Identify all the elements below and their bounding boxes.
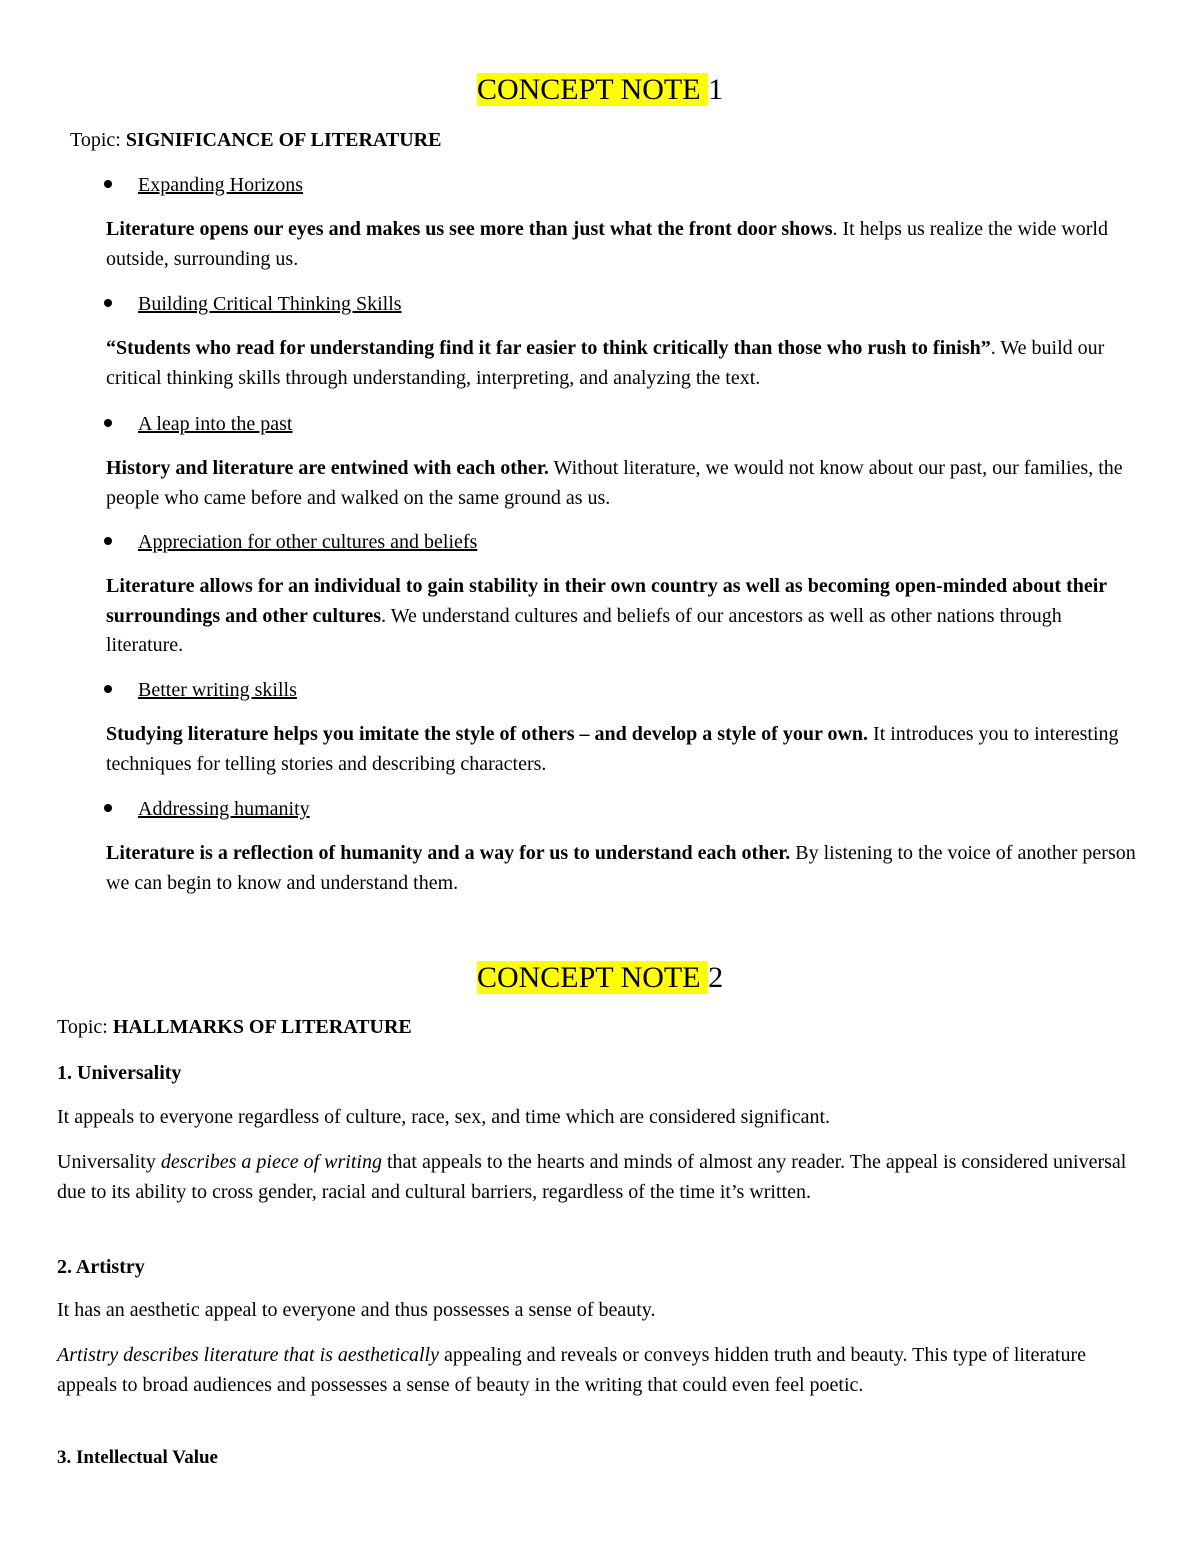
paragraph-universality-2	[57, 1148, 1137, 1207]
body-text: . It helps us realize the wide world outside, surrounding us.	[106, 218, 1108, 270]
bold-lead: Studying literature helps you imitate the style of others – and develop a style of your own.	[106, 723, 869, 745]
bullet-label: Building Critical Thinking Skills	[138, 293, 402, 315]
heading-number: 1	[708, 73, 724, 106]
bullet-appreciation-cultures	[104, 530, 477, 554]
heading-highlight: CONCEPT NOTE	[476, 961, 709, 994]
body-text: that appeals to the hearts and minds of almost any reader. The appeal is considered universal due to its ability to cross gender, racial and cultural barriers, regardless of the time it’s written.	[57, 1151, 1127, 1203]
bullet-leap-into-past	[104, 412, 292, 436]
heading-highlight: CONCEPT NOTE	[476, 73, 709, 106]
heading-number: 2	[708, 961, 724, 994]
bullet-label: A leap into the past	[138, 413, 293, 435]
body-text: appealing and reveals or conveys hidden truth and beauty. This type of literature appeals to broad audiences and possesses a sense of beauty in the writing that could even feel poetic.	[57, 1344, 1086, 1396]
paragraph-leap-into-past	[106, 454, 1136, 513]
bullet-label: Expanding Horizons	[138, 174, 303, 196]
bullet-icon	[104, 804, 112, 812]
paragraph-appreciation-cultures	[106, 572, 1136, 661]
topic-label: Topic:	[57, 1016, 113, 1038]
bullet-icon	[104, 180, 112, 188]
bullet-expanding-horizons	[104, 173, 303, 197]
body-text: Universality	[57, 1151, 161, 1173]
concept-note-2-heading	[0, 960, 1200, 996]
bold-lead: “Students who read for understanding find it far easier to think critically than those who rush to finish”	[106, 337, 991, 359]
paragraph-writing-skills	[106, 720, 1136, 779]
bullet-label: Better writing skills	[138, 679, 297, 701]
body-text: It introduces you to interesting techniques for telling stories and describing characters.	[106, 723, 1119, 775]
body-text: . We understand cultures and beliefs of our ancestors as well as other nations through literature.	[106, 604, 1062, 656]
paragraph-artistry-2	[57, 1341, 1137, 1400]
bold-lead: Literature opens our eyes and makes us see more than just what the front door shows	[106, 218, 833, 240]
bold-lead: History and literature are entwined with each other.	[106, 457, 549, 479]
body-text: By listening to the voice of another person we can begin to know and understand them.	[106, 842, 1136, 894]
topic-value: HALLMARKS OF LITERATURE	[112, 1016, 412, 1038]
concept-note-1-heading	[0, 72, 1200, 108]
italic-text: describes a piece of writing	[160, 1151, 382, 1173]
paragraph-expanding-horizons	[106, 215, 1136, 274]
topic-label: Topic:	[70, 129, 126, 151]
topic-line-2	[57, 1015, 412, 1039]
heading-artistry: 2. Artistry	[57, 1256, 145, 1278]
heading-universality: 1. Universality	[57, 1062, 182, 1084]
bullet-icon	[104, 685, 112, 693]
paragraph-universality-1: It appeals to everyone regardless of culture, race, sex, and time which are considered significant.	[57, 1106, 831, 1128]
paragraph-critical-thinking	[106, 334, 1136, 393]
topic-value: SIGNIFICANCE OF LITERATURE	[125, 129, 442, 151]
bold-lead: Literature is a reflection of humanity and a way for us to understand each other.	[106, 842, 791, 864]
heading-intellectual-value: 3. Intellectual Value	[57, 1447, 218, 1468]
bold-lead: Literature allows for an individual to gain stability in their own country as well as becoming open-minded about their surroundings and other cultures	[106, 575, 1107, 627]
bullet-writing-skills	[104, 678, 297, 702]
body-text: Without literature, we would not know about our past, our families, the people who came before and walked on the same ground as us.	[106, 457, 1123, 509]
bullet-icon	[104, 537, 112, 545]
bullet-label: Addressing humanity	[138, 798, 310, 820]
bullet-icon	[104, 419, 112, 427]
paragraph-artistry-1: It has an aesthetic appeal to everyone and thus possesses a sense of beauty.	[57, 1299, 656, 1321]
bullet-addressing-humanity	[104, 797, 310, 821]
body-text: . We build our critical thinking skills through understanding, interpreting, and analyzing the text.	[106, 337, 1105, 389]
paragraph-addressing-humanity	[106, 839, 1136, 898]
topic-line-1	[70, 128, 441, 152]
italic-text: Artistry describes literature that is aesthetically	[57, 1344, 439, 1366]
bullet-label: Appreciation for other cultures and beliefs	[138, 531, 478, 553]
bullet-icon	[104, 299, 112, 307]
bullet-critical-thinking	[104, 292, 402, 316]
